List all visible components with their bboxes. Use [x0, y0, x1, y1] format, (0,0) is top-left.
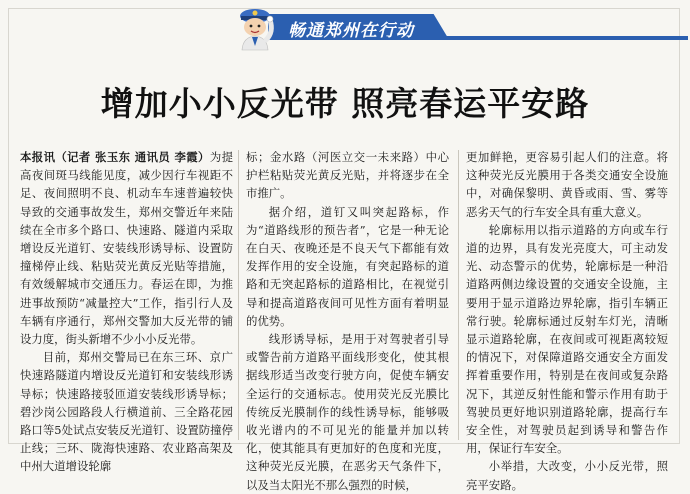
article-column-2: [246, 148, 449, 492]
article-paragraph: 线形诱导标，是用于对驾驶者引导或警告前方道路平面线形变化，使其根据线形适当改变行驶方向，促使车辆安全运行的交通标志。使用荧光反光膜比传统反光膜制作的线性诱导标，能够吸收光谱内的不可见光的能量并加以转化，使其能具有更加好的色度和光度，这种荧光反光膜，在恶劣天气条件下，以及当太阳光不那么强烈的时候，: [246, 332, 449, 492]
section-banner: [0, 0, 690, 52]
article-paragraph: 轮廓标用以指示道路的方向或车行道的边界，具有发光亮度大，可主动发光、动态警示的优势，轮廓标是一种沿道路两侧边缘设置的交通安全设施，主要用于显示道路边界轮廓，指引车辆正常行驶。轮廓标通过反射车灯光，清晰显示道路轮廓，在夜间或可视距离较短的情况下，对保障道路交通安全方面发挥着重要作用，特别是在夜间或复杂路况下，其逆反射性能和警示作用有助于驾驶员更好地识别道路轮廓，提高行车安全性，对驾驶员起到诱导和警告作用，保证行车安全。: [466, 222, 668, 456]
traffic-police-mascot-icon: [230, 2, 280, 52]
article-column-1: [20, 148, 233, 474]
article-paragraph: 更加鲜艳，更容易引起人们的注意。将这种荧光反光膜用于各类交通安全设施中，对确保黎明、黄昏或雨、雪、雾等恶劣天气的行车安全具有重大意义。: [466, 150, 668, 219]
byline: 本报讯（记者 张玉东 通讯员 李霞）: [20, 150, 210, 164]
article-paragraph: 小举措，大改变，小小反光带，照亮平安路。: [466, 459, 668, 492]
section-title: 畅通郑州在行动: [288, 21, 414, 41]
paragraph-text: 为提高夜间斑马线能见度，减少因行车视距不足、夜间照明不良、机动车车速普遍较快导致的交通事故发生，郑州交警近年来陆续在全市多个路口、快速路、隧道内采取增设反光道钉、安装线形诱导标、设置防撞梯停止线、粘贴荧光黄反光贴等措施，有效缓解城市交通压力。春运在即，为推进事故预防“减量控大”工作，指引行人及车辆有序通行，郑州交警加大反光带的铺设力度，街头新增不少小小反光带。: [20, 150, 233, 347]
column-divider: [238, 150, 239, 440]
headline: 增加小小反光带 照亮春运平安路: [100, 84, 590, 123]
column-divider: [458, 150, 459, 440]
article-paragraph: 目前，郑州交警局已在东三环、京广快速路隧道内增设反光道钉和安装线形诱导标；快速路接驳匝道安装线形诱导标；碧沙岗公园路段人行横道前、三全路花园路口等5处试点安装反光道钉、设置防撞停止线；三环、陇海快速路、农业路高架及中州大道增设轮廓: [20, 350, 233, 474]
article-paragraph: [20, 148, 233, 348]
article-column-3: [466, 148, 668, 492]
article-paragraph: 标；金水路（河医立交一未来路）中心护栏粘贴荧光黄反光贴，并将逐步在全市推广。: [246, 150, 449, 201]
article-paragraph: 据介绍，道钉又叫突起路标，作为“道路线形的预告者”，它是一种无论在白天、夜晚还是不良天气下都能有效发挥作用的安全设施，有突起路标的道路和无突起路标的道路相比，在视觉引导和提高道路夜间可见性方面有着明显的优势。: [246, 204, 449, 328]
